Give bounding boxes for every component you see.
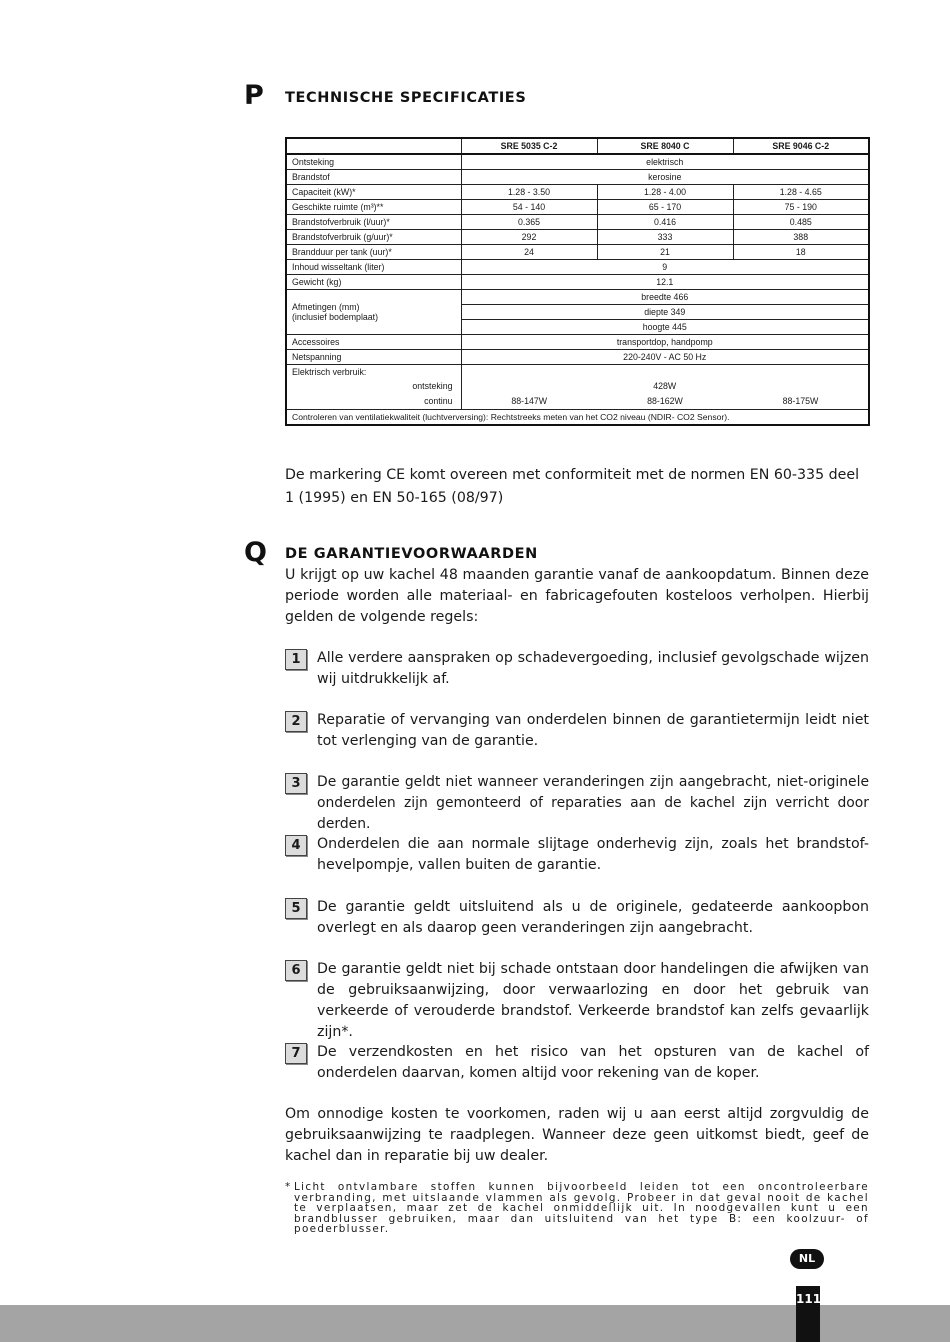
table-row <box>286 230 869 245</box>
value-brandduur-2: 21 <box>597 245 733 260</box>
value-ontsteking: elektrisch <box>461 154 869 170</box>
row-label-elektrisch: Elektrisch verbruik: <box>286 365 461 380</box>
rule-text-3: De garantie geldt niet wanneer veranderingen zijn aangebracht, niet-originele onderdelen zijn gemonteerd of reparaties aan de kachel zijn verricht door derden. <box>317 774 869 832</box>
value-continu-2: 88-162W <box>597 394 733 410</box>
row-label-ontsteking: Ontsteking <box>286 154 461 170</box>
rule-text-1: Alle verdere aanspraken op schadevergoeding, inclusief gevolgschade wijzen wij uitdrukkelijk af. <box>317 650 869 687</box>
value-continu-1: 88-147W <box>461 394 597 410</box>
rule-text-6: De garantie geldt niet bij schade ontstaan door handelingen die afwijken van de gebruiksaanwijzing, door verwaarlozing en door het gebruik van verkeerde of verouderde brandstof. Verkeerde brandstof kan zelfs gevaarlijk zijn*. <box>317 961 869 1040</box>
value-breedte: breedte 466 <box>461 290 869 305</box>
value-brandduur-3: 18 <box>733 245 869 260</box>
table-row <box>286 200 869 215</box>
ce-line-1: De markering CE komt overeen met conformiteit met de normen EN 60-335 deel <box>285 467 860 483</box>
value-ontsteking-power: 428W <box>461 379 869 394</box>
table-row <box>286 260 869 275</box>
table-row <box>286 394 869 410</box>
table-row <box>286 154 869 170</box>
afmetingen-label-line-2: (inclusief bodemplaat) <box>292 312 379 322</box>
header-model-1: SRE 5035 C-2 <box>461 138 597 154</box>
header-empty-cell <box>286 138 461 154</box>
value-ruimte-3: 75 - 190 <box>733 200 869 215</box>
row-label-ontsteking-power: ontsteking <box>286 379 461 394</box>
specifications-table <box>285 137 870 426</box>
table-row <box>286 379 869 394</box>
value-hoogte: hoogte 445 <box>461 320 869 335</box>
table-header-row <box>286 138 869 154</box>
rule-text-5: De garantie geldt uitsluitend als u de originele, gedateerde aankoopbon overlegt en als daarop geen veranderingen zijn aangebracht. <box>317 899 869 936</box>
table-row <box>286 185 869 200</box>
value-accessoires: transportdop, handpomp <box>461 335 869 350</box>
table-row <box>286 365 869 380</box>
row-label-netspanning: Netspanning <box>286 350 461 365</box>
value-netspanning: 220-240V - AC 50 Hz <box>461 350 869 365</box>
section-title-warranty: DE GARANTIEVOORWAARDEN <box>285 546 538 562</box>
value-verbruik-g-3: 388 <box>733 230 869 245</box>
value-gewicht: 12.1 <box>461 275 869 290</box>
footnote <box>285 1182 869 1235</box>
header-model-2: SRE 8040 C <box>597 138 733 154</box>
value-verbruik-g-2: 333 <box>597 230 733 245</box>
row-label-brandstof: Brandstof <box>286 170 461 185</box>
closing-paragraph: Om onnodige kosten te voorkomen, raden wij u aan eerst altijd zorgvuldig de gebruiksaanwijzing te raadplegen. Wanneer deze geen uitkomst biedt, geef de kachel dan in reparatie bij uw dealer. <box>285 1106 869 1164</box>
row-label-ruimte: Geschikte ruimte (m³)** <box>286 200 461 215</box>
rule-text-7: De verzendkosten en het risico van het opsturen van de kachel of onderdelen daarvan, komen altijd voor rekening van de koper. <box>317 1044 869 1081</box>
section-title-technical-specs: TECHNISCHE SPECIFICATIES <box>285 90 527 106</box>
language-badge: NL <box>790 1249 824 1269</box>
row-label-afmetingen <box>286 290 461 335</box>
value-verbruik-g-1: 292 <box>461 230 597 245</box>
rule-number-6: 6 <box>285 960 307 981</box>
table-row <box>286 335 869 350</box>
row-label-brandduur: Brandduur per tank (uur)* <box>286 245 461 260</box>
row-label-verbruik-g: Brandstofverbruik (g/uur)* <box>286 230 461 245</box>
value-brandstof: kerosine <box>461 170 869 185</box>
footnote-text: Licht ontvlambare stoffen kunnen bijvoorbeeld leiden tot een oncontroleerbare verbranding, met uitslaande vlammen als gevolg. Probeer in dat geval nooit de kachel te verplaatsen, maar zet de kachel onmiddellijk uit. In noodgevallen kunt u een brandblusser gebruiken, maar dan uitsluitend van het type B: een koolzuur- of poederblusser. <box>294 1181 869 1235</box>
table-row <box>286 170 869 185</box>
value-wisseltank: 9 <box>461 260 869 275</box>
table-row <box>286 290 869 305</box>
warranty-intro: U krijgt op uw kachel 48 maanden garantie vanaf de aankoopdatum. Binnen deze periode worden alle materiaal- en fabricagefouten kosteloos verholpen. Hierbij gelden de volgende regels: <box>285 567 869 625</box>
value-controleren: Controleren van ventilatiekwaliteit (luchtverversing): Rechtstreeks meten van het CO2 niveau (NDIR- CO2 Sensor). <box>286 410 869 426</box>
value-ruimte-2: 65 - 170 <box>597 200 733 215</box>
value-capaciteit-2: 1.28 - 4.00 <box>597 185 733 200</box>
row-label-gewicht: Gewicht (kg) <box>286 275 461 290</box>
ce-marking-text <box>285 464 869 510</box>
empty-cell <box>461 365 869 380</box>
afmetingen-label-line-1: Afmetingen (mm) <box>292 302 360 312</box>
header-model-3: SRE 9046 C-2 <box>733 138 869 154</box>
footnote-asterisk: * <box>285 1181 292 1193</box>
rule-number-1: 1 <box>285 649 307 670</box>
row-label-verbruik-l: Brandstofverbruik (l/uur)* <box>286 215 461 230</box>
table-row <box>286 350 869 365</box>
row-label-wisseltank: Inhoud wisseltank (liter) <box>286 260 461 275</box>
value-verbruik-l-1: 0.365 <box>461 215 597 230</box>
value-verbruik-l-2: 0.416 <box>597 215 733 230</box>
rule-number-4: 4 <box>285 835 307 856</box>
ce-line-2: 1 (1995) en EN 50-165 (08/97) <box>285 490 504 506</box>
row-label-capaciteit: Capaciteit (kW)* <box>286 185 461 200</box>
value-continu-3: 88-175W <box>733 394 869 410</box>
row-label-continu: continu <box>286 394 461 410</box>
table-row <box>286 245 869 260</box>
rule-text-4: Onderdelen die aan normale slijtage onderhevig zijn, zoals het brandstof-hevelpompje, vallen buiten de garantie. <box>317 836 869 873</box>
value-verbruik-l-3: 0.485 <box>733 215 869 230</box>
value-capaciteit-1: 1.28 - 3.50 <box>461 185 597 200</box>
rule-number-7: 7 <box>285 1043 307 1064</box>
value-ruimte-1: 54 - 140 <box>461 200 597 215</box>
rule-number-5: 5 <box>285 898 307 919</box>
table-row <box>286 410 869 426</box>
table-row <box>286 275 869 290</box>
section-letter-q: Q <box>244 537 267 568</box>
value-diepte: diepte 349 <box>461 305 869 320</box>
table-row <box>286 215 869 230</box>
section-letter-p: P <box>244 80 264 111</box>
rule-number-2: 2 <box>285 711 307 732</box>
value-capaciteit-3: 1.28 - 4.65 <box>733 185 869 200</box>
value-brandduur-1: 24 <box>461 245 597 260</box>
page-number: 111 <box>796 1286 820 1342</box>
row-label-accessoires: Accessoires <box>286 335 461 350</box>
rule-number-3: 3 <box>285 773 307 794</box>
rule-text-2: Reparatie of vervanging van onderdelen binnen de garantietermijn leidt niet tot verlenging van de garantie. <box>317 712 869 749</box>
